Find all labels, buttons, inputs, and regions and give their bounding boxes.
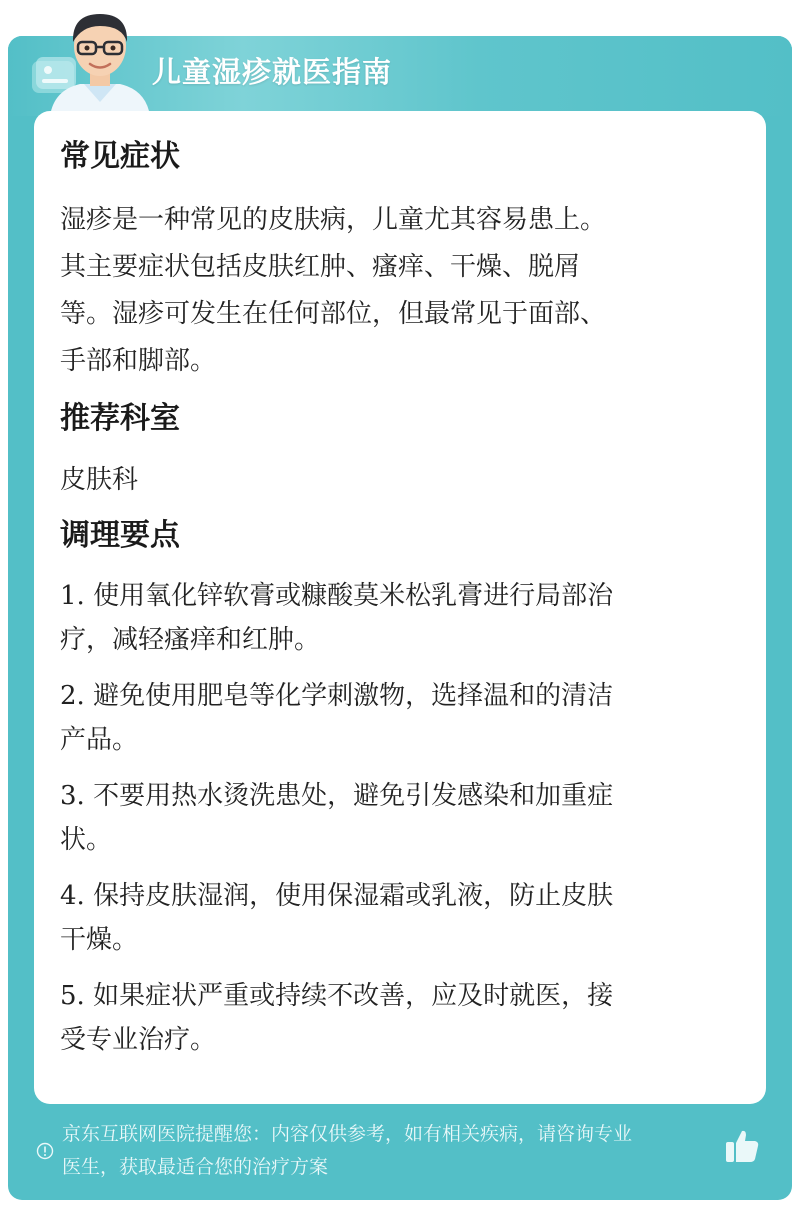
section-heading-department: 推荐科室 xyxy=(60,401,180,436)
list-text: 如果症状严重或持续不改善，应及时就医，接 xyxy=(93,981,614,1011)
symptoms-paragraph xyxy=(60,197,740,385)
list-item xyxy=(60,874,740,962)
list-item xyxy=(60,674,740,762)
list-item xyxy=(60,774,740,862)
list-text: 避免使用肥皂等化学刺激物，选择温和的清洁 xyxy=(93,681,614,711)
list-text: 受专业治疗。 xyxy=(60,1025,217,1055)
list-number: 5. xyxy=(60,981,85,1011)
list-item xyxy=(60,974,740,1062)
department-text: 皮肤科 xyxy=(60,465,139,495)
list-item xyxy=(60,574,740,662)
page-title: 儿童湿疹就医指南 xyxy=(152,55,393,89)
disclaimer-line: 医生，获取最适合您的治疗方案 xyxy=(62,1156,329,1178)
care-list xyxy=(60,574,740,1062)
disclaimer-line: 京东互联网医院提醒您：内容仅供参考，如有相关疾病，请咨询专业 xyxy=(62,1123,633,1145)
list-text: 产品。 xyxy=(60,725,139,755)
list-text: 使用氧化锌软膏或糠酸莫米松乳膏进行局部治 xyxy=(93,581,614,611)
list-text: 疗，减轻瘙痒和红肿。 xyxy=(60,625,321,655)
info-circle-icon xyxy=(36,1142,54,1160)
section-heading-care: 调理要点 xyxy=(60,518,180,553)
paragraph-line: 湿疹是一种常见的皮肤病，儿童尤其容易患上。 xyxy=(60,205,607,235)
thumbs-up-icon[interactable] xyxy=(722,1126,762,1166)
disclaimer-footer xyxy=(36,1118,726,1184)
content-card xyxy=(34,111,766,1104)
list-text: 保持皮肤湿润，使用保湿霜或乳液，防止皮肤 xyxy=(93,881,614,911)
list-number: 4. xyxy=(60,881,85,911)
doctor-avatar-icon xyxy=(44,6,156,116)
list-number: 2. xyxy=(60,681,85,711)
section-heading-symptoms: 常见症状 xyxy=(60,139,180,174)
paragraph-line: 其主要症状包括皮肤红肿、瘙痒、干燥、脱屑 xyxy=(60,252,581,282)
list-text: 状。 xyxy=(60,825,113,855)
paragraph-line: 等。湿疹可发生在任何部位，但最常见于面部、 xyxy=(60,299,607,329)
list-number: 3. xyxy=(60,781,85,811)
list-text: 干燥。 xyxy=(60,925,139,955)
list-text: 不要用热水烫洗患处，避免引发感染和加重症 xyxy=(93,781,614,811)
list-number: 1. xyxy=(60,581,85,611)
paragraph-line: 手部和脚部。 xyxy=(60,346,217,376)
